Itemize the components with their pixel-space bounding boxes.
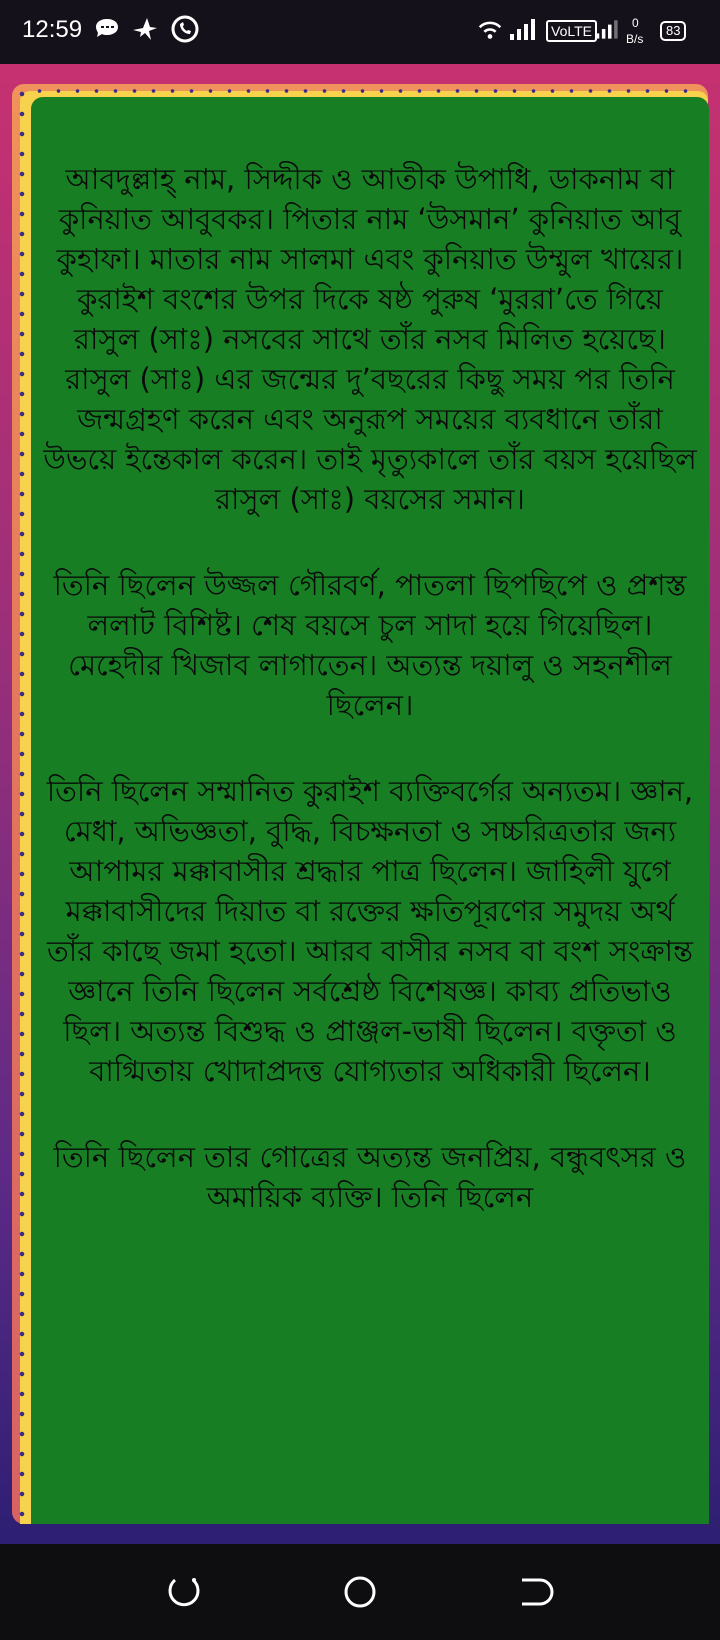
- article-paragraph-3: তিনি ছিলেন সম্মানিত কুরাইশ ব্যক্তিবর্গের অন্যতম। জ্ঞান, মেধা, অভিজ্ঞতা, বুদ্ধি, বিচক্ষনতা ও সচ্চরিত্রতার জন্য আপামর মক্কাবাসীর শ্রদ্ধার পাত্র ছিলেন। জাহিলী যুগে মক্কাবাসীদের দিয়াত বা রক্তের ক্ষতিপূরণের সমুদয় অর্থ তাঁর কাছে জমা হতো। আরব বাসীর নসব বা বংশ সংক্রান্ত জ্ঞানে তিনি ছিলেন সর্বশ্রেষ্ঠ বিশেষজ্ঞ। কাব্য প্রতিভাও ছিল। অত্যন্ত বিশুদ্ধ ও প্রাঞ্জল-ভাষী ছিলেন। বক্তৃতা ও বাগ্মিতায় খোদাপ্রদত্ত যোগ্যতার অধিকারী ছিলেন।: [46, 774, 694, 1088]
- content-card[interactable]: [31, 97, 709, 1524]
- battery-icon: 83: [660, 21, 686, 41]
- decorative-dots-left: [12, 84, 32, 1524]
- system-navigation-bar: [0, 1544, 720, 1640]
- wifi-icon: [476, 14, 504, 44]
- signal-icon: [508, 14, 540, 44]
- whatsapp-icon: [170, 14, 200, 44]
- article-paragraph-1: আবদুল্লাহ্ নাম, সিদ্দীক ও আতীক উপাধি, ডাকনাম বা কুনিয়াত আবুবকর। পিতার নাম ‘উসমান’ কুনিয়াত আবু কুহাফা। মাতার নাম সালমা এবং কুনিয়াত উম্মুল খায়ের। কুরাইশ বংশের উপর দিকে ষষ্ঠ পুরুষ ‘মুররা’তে গিয়ে রাসুল (সাঃ) নসবের সাথে তাঁর নসব মিলিত হয়েছে। রাসুল (সাঃ) এর জন্মের দু’বছরের কিছু সময় পর তিনি জন্মগ্রহণ করেন এবং অনুরূপ সময়ের ব্যবধানে তাঁরা উভয়ে ইন্তেকাল করেন। তাই মৃত্যুকালে তাঁর বয়স হয়েছিল রাসুল (সাঃ) বয়সের সমান।: [43, 162, 697, 516]
- volte-badge: VoLTE: [546, 20, 597, 42]
- home-icon[interactable]: [334, 1566, 386, 1618]
- recents-icon[interactable]: [158, 1566, 210, 1618]
- bird-icon: [130, 14, 160, 44]
- chat-bubble-icon: [92, 14, 122, 44]
- signal-2-icon: [594, 14, 622, 44]
- back-icon[interactable]: [510, 1566, 562, 1618]
- decorative-dots-top: [30, 86, 700, 96]
- article-paragraph-2: তিনি ছিলেন উজ্জল গৌরবর্ণ, পাতলা ছিপছিপে ও প্রশস্ত ললাট বিশিষ্ট। শেষ বয়সে চুল সাদা হয়ে গিয়েছিল। মেহেদীর খিজাব লাগাতেন। অত্যন্ত দয়ালু ও সহনশীল ছিলেন।: [53, 568, 687, 722]
- net-speed-value: 0: [632, 16, 639, 30]
- article-paragraph-4: তিনি ছিলেন তার গোত্রের অত্যন্ত জনপ্রিয়, বন্ধুবৎসর ও অমায়িক ব্যক্তি। তিনি ছিলেন: [53, 1140, 687, 1214]
- article-text: [31, 159, 709, 1263]
- status-time: 12:59: [22, 16, 83, 43]
- net-speed-unit: B/s: [626, 32, 644, 46]
- status-bar: [0, 0, 720, 64]
